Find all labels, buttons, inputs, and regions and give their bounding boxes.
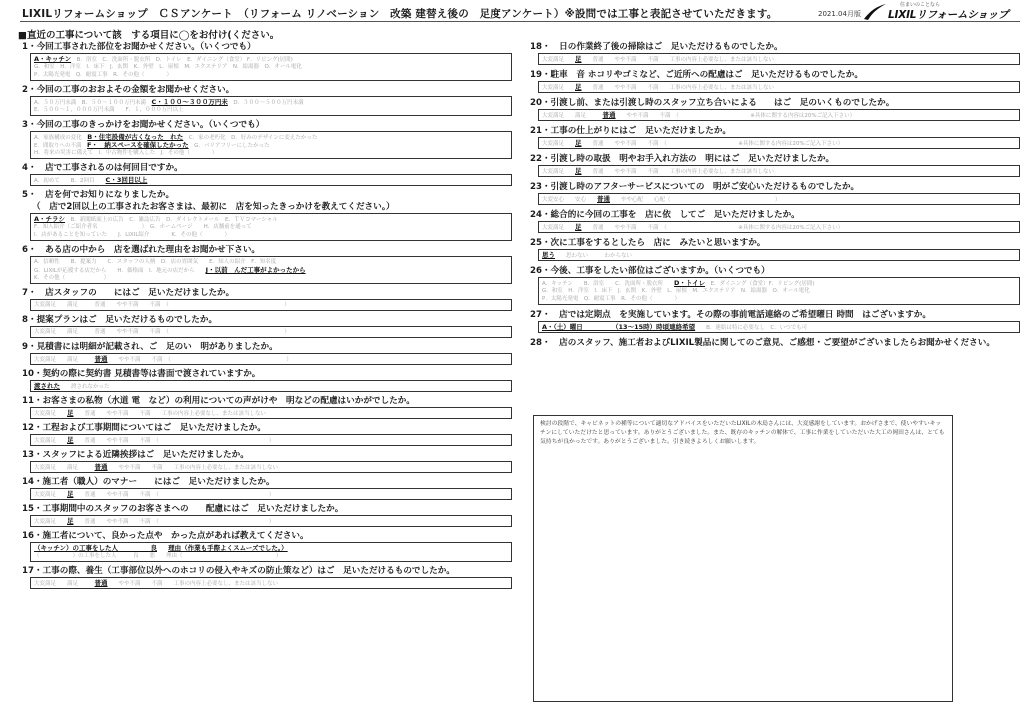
question-block [22,119,512,159]
question-label: 22・引渡し時の取扱 明やお手入れ方法の 明にはご 足いただけましたか。 [530,154,835,164]
question-sublabel: （ 店で2回以上の工事されたお客さまは、最初に 店を知ったきっかけを教えてください。） [32,202,395,212]
question-block [22,84,512,116]
question-label: 4・ 店で工事されるのは何回目ですか。 [22,163,183,173]
selected-option: C・１００〜３００万円未 [151,98,228,106]
question-label: 6・ ある店の中から 店を選ばれた理由をお聞かせ下さい。 [22,245,261,255]
option-text: 渡されなかった [60,384,110,390]
answer-box[interactable] [538,109,1020,121]
answer-line [34,382,508,390]
question-label: 21・工事の仕上がりにはご 足いただけましたか。 [530,126,732,136]
question-block [22,530,512,562]
option-text: A．５０万円未満 B．５０〜１００万円未満 [34,100,152,106]
selected-option: A・（土）曜日 （13〜15時）時頃連絡希望 [542,323,696,331]
selected-option: 理由（作業も手際よくスムーズでした。） [168,544,288,552]
option-text: B．浴室 C．洗面所・脱衣所 D．トイレ E．ダイニング（食堂） F．リビング(居間) [71,57,293,63]
answer-box[interactable] [538,221,1020,233]
question-label: 17・工事の際、養生（工事部位以外へのホコリの侵入やキズの防止策など）はご 足いただけるものでしたか。 [22,566,455,576]
answer-box[interactable] [30,213,512,241]
option-text: A．キッチン B．浴室 C．洗面所・脱衣所 [542,281,674,287]
answer-line [34,63,508,71]
selected-option: 普通 [597,195,611,203]
answer-box[interactable] [30,96,512,116]
answer-box[interactable] [538,81,1020,93]
answer-line [34,133,508,141]
option-text: G．バリアフリーにしたかった [188,143,270,149]
question-block [22,503,512,527]
question-label: 23・引渡し時のアフターサービスについての 明がご安心いただけるものでしたか。 [530,182,860,192]
answer-box[interactable] [30,380,512,392]
answer-line [34,98,508,106]
question-label: 8・提案プランはご 足いただけるものでしたか。 [22,315,218,325]
question-label: 3・今回の工事のきっかけをお聞かせください。（いくつでも） [22,120,265,130]
selected-option: A・キッチン [34,55,72,63]
option-text: 普通 やや不満 不満 （ ※具体に関する内容は20%ご記入下さい） [581,225,844,231]
brand-logo [862,1,1012,21]
answer-line [542,279,1016,287]
option-text: （ ）の工事をした人 良 悪 理由（ ） [34,553,282,559]
option-text: 大変満足 満足 普通 やや不満 不満 （ ） [34,329,290,335]
answer-box[interactable] [30,326,512,338]
answer-box[interactable] [30,434,512,446]
answer-line [34,223,508,231]
answer-line [34,301,508,309]
selected-option: 足 [67,517,74,525]
question-label: 25・次に工事をするとしたら 店に みたいと思いますか。 [530,238,766,248]
option-text: やや不満 不満 （ ※具体に関する内容は20%ご記入下さい） [615,113,856,119]
answer-box[interactable] [30,131,512,159]
option-text: E．間取りへの不満 [34,143,87,149]
answer-line [34,544,508,552]
option-text: 普通 やや不満 不満 工事の内容上必要なし、または該当しない [581,85,775,91]
answer-line [542,323,1016,331]
option-text: 大変満足 [34,411,68,417]
question-label: 20・引渡し前、または引渡し時のスタッフ立ち合いによる はご 足のいくものでしたか。 [530,98,895,108]
comment-box[interactable] [533,415,953,702]
right-question-column [530,41,1020,353]
answer-line [34,215,508,223]
question-label: 26・今後、工事をしたい部位はございますか。（いくつでも） [530,266,770,276]
option-text: A．家族構成の変化 [34,135,88,141]
question-block [22,41,512,81]
selected-option: 足 [67,436,74,444]
answer-box[interactable] [538,249,1020,261]
answer-box[interactable] [538,321,1020,333]
question-label: 2・今回の工事のおおよその金額をお聞かせください。 [22,85,235,95]
question-block [530,237,1020,261]
brand-name: LIXILリフォームショップ [888,9,1009,21]
selected-option: 思う [542,251,555,259]
answer-box[interactable] [538,137,1020,149]
answer-box[interactable] [538,165,1020,177]
selected-option: 足 [67,409,74,417]
option-text: G．LIXILが応援する店だから H．価格面 I．地元の店だから [34,268,206,274]
question-block [22,314,512,338]
question-label: 19・駐車 音 ホコリやゴミなど、ご近所への配慮はご 足いただけるものでしたか。 [530,70,863,80]
answer-line [34,231,508,239]
option-text: C．家の老朽化 D．好みのデザインに変えたかった [183,135,318,141]
question-label: 12・工程および工事期間についてはご 足いただけましたか。 [22,423,266,433]
selected-option: D・トイレ [674,279,706,287]
question-block [22,162,512,186]
left-question-column [22,41,512,592]
option-text: 普通 やや不満 不満 （ ） [73,492,275,498]
question-block [22,368,512,392]
option-text: やや不満 不満 工事の内容上必要なし、または該当しない [107,465,279,471]
question-block [530,265,1020,305]
option-text: 大変満足 [542,57,576,63]
selected-option: 足 [575,167,582,175]
question-block [22,341,512,365]
question-block [530,181,1020,205]
option-text: I．店があることを知っていた J．LIXIL紹介 K．その他（ ） [34,232,230,238]
answer-line [34,463,508,471]
option-text: 大変満足 [542,85,576,91]
option-text: B．連絡は特に必要なし C．いつでも可 [695,325,808,331]
answer-box[interactable] [30,174,512,186]
option-text: 大変満足 [34,519,68,525]
selected-option: 普通 [602,111,616,119]
option-text: 大変満足 [542,225,576,231]
option-text: 普通 やや不満 不満 （ ） [73,519,275,525]
answer-line [542,287,1016,295]
intro-instruction: ■直近の工事について該 する項目に◯をお付け(ください。 [18,30,280,41]
question-block [530,153,1020,177]
answer-box[interactable] [30,299,512,311]
answer-line [34,149,508,157]
question-label: 15・工事期間中のスタッフのお客さまへの 配慮にはご 足いただけましたか。 [22,504,344,514]
answer-line [34,409,508,417]
brand-tagline: 住まいのことなら [900,2,941,8]
option-text: 普通 やや不満 不満 工事の内容上必要なし、または該当しない [73,411,267,417]
option-text: 大変安心 安心 [542,197,598,203]
answer-line [542,139,1016,147]
answer-line [34,517,508,525]
option-text: 大変満足 [542,169,576,175]
option-text: 思わない わからない [555,253,633,259]
header-divider [20,21,1020,22]
answer-box[interactable] [538,277,1020,305]
answer-box[interactable] [30,515,512,527]
question-block [22,287,512,311]
question-label: 13・スタッフによる近隣挨拶はご 足いただけましたか。 [22,450,249,460]
selected-option: 普通 [94,579,108,587]
answer-line [34,328,508,336]
option-text: G．和室 H．洋室 I．床下 J．玄関 K．外壁 L．屋根 M．エクステリア N．給湯器 O．オール電化 [542,288,810,294]
question-label: 9・見積書には明細が記載され、ご 足のい 明がありましたか。 [22,342,278,352]
option-text: 普通 やや不満 不満 工事の内容上必要なし、または該当しない [581,169,775,175]
option-text: やや不満 不満 （ ） [107,357,292,363]
option-text: やや不満 不満 工事の内容上必要なし、または該当しない [107,581,279,587]
answer-line [34,266,508,274]
option-text: P．太陽光発電 Q．耐震工事 R．その他（ ） [542,296,680,302]
selected-option: 足 [575,139,582,147]
answer-box[interactable] [30,353,512,365]
question-block [530,209,1020,233]
question-block [530,125,1020,149]
option-text: A．信頼性 B．提案力 C．スタッフの人柄 D．店の雰囲気 E．知人の紹介 F．知名度 [34,259,277,265]
answer-line [34,274,508,282]
option-text: 普通 やや不満 不満 （ ） [73,438,275,444]
option-text: E．５００〜１，０００万円未満 F．１，０００万円以上 [34,107,184,113]
selected-option: 足 [575,223,582,231]
option-text: 大変満足 満足 [34,357,95,363]
option-text: K．その他（ ） [34,275,110,281]
answer-line [34,176,508,184]
answer-line [542,195,1016,203]
answer-line [542,251,1016,259]
question-block [22,395,512,419]
answer-box[interactable] [538,193,1020,205]
page-header [0,0,1024,22]
question-block [530,337,1020,349]
selected-option: F・ 納スペースを確保したかった [86,141,189,149]
option-text: 大変満足 [34,492,68,498]
selected-option: 足 [575,55,582,63]
answer-line [34,579,508,587]
question-block [22,189,512,241]
selected-option: C・3回目以上 [105,176,148,184]
question-label: 5・ 店を何でお知りになりましたか。 [22,190,175,200]
answer-line [34,490,508,498]
answer-box[interactable] [30,407,512,419]
selected-option: 足 [67,490,74,498]
comment-text: 検討の段階で、キャビネットの種等について適切なアドバイスをいただいたLIXILの木島さんには、大変感謝をしています。おかげさまで、使いやすいキッチンにしていただけたと思っています。ありがとうございました。また、既存のキッチンの解体で、工事に作業をしていただいた大工の岡田さんは、とても気持ちが良かったです。ありがとうございました。引き続きよろしくお願いします。 [540,421,945,445]
document-title: LIXILリフォームショップ ＣＳアンケート （リフォーム リノベーション 改築 建替え後の 足度アンケート）※設問では工事と表記させていただきます。 [22,8,778,20]
answer-line [34,106,508,114]
answer-line [542,83,1016,91]
question-block [22,565,512,589]
option-text: F．知人紹介（ご紹介者名 ） G．ホームページ H．店舗前を通って [34,224,252,230]
answer-box[interactable] [30,461,512,473]
option-text: 普通 やや不満 不満 工事の内容上必要なし、または該当しない [581,57,775,63]
selected-option: B・住宅設備が古くなった れた [87,133,184,141]
answer-line [542,55,1016,63]
question-label: 24・総合的に今回の工事を 店に依 してご 足いただけましたか。 [530,210,800,220]
answer-line [542,111,1016,119]
question-label: 27・ 店では定期点 を実施しています。その際の事前電話連絡のご希望曜日 時間 はございますか。 [530,310,931,320]
answer-line [34,55,508,63]
answer-line [34,355,508,363]
option-text: やや心配 心配（ ） [610,197,781,203]
option-text: E．ダイニング（食堂）F．リビング(居間) [705,281,815,287]
answer-line [542,295,1016,303]
selected-option: A・チラシ [34,215,66,223]
option-text: D．３００〜５００万円未満 [227,100,304,106]
option-text: A．初めて B．2回目 [34,178,106,184]
selected-option: J・以前 んだ工事がよかったから [205,266,306,274]
selected-option: 普通 [94,463,108,471]
question-block [530,69,1020,93]
document-date: 2021.04月版 [818,10,861,18]
question-label: 10・契約の際に契約書 見積書等は書面で渡されていますか。 [22,369,261,379]
answer-box[interactable] [30,53,512,81]
option-text: 普通 やや不満 不満 （ ※具体に関する内容は20%ご記入下さい） [581,141,844,147]
option-text: 大変満足 満足 [34,465,95,471]
answer-line [34,552,508,560]
question-block [530,97,1020,121]
option-text: 大変満足 満足 [34,581,95,587]
answer-line [34,258,508,266]
option-text: P．太陽光発電 Q．耐震工事 R．その他（ ） [34,72,172,78]
question-block [22,422,512,446]
swoosh-icon [862,3,888,21]
option-text: 大変満足 [34,438,68,444]
selected-option: 普通 [94,355,108,363]
option-text: G．和室 H．洋室 I．床下 J．玄関 K．外壁 L．屋根 M．エクステリア N．給湯器 O．オール電化 [34,64,302,70]
answer-box[interactable] [30,577,512,589]
answer-line [34,141,508,149]
question-block [22,476,512,500]
question-block [22,244,512,284]
option-text: 大変満足 満足 普通 やや不満 不満 （ ） [34,302,290,308]
question-label: 28・ 店のスタッフ、施工者およびLIXIL製品に関してのご意見、ご感想・ご要望がございましたらお聞かせください。 [530,338,995,348]
question-block [22,449,512,473]
selected-option: 渡された [34,382,60,390]
question-label: 16・施工者について、良かった点や かった点があれば教えてください。 [22,531,309,541]
answer-line [542,167,1016,175]
question-label: 18・ 日の作業終了後の掃除はご 足いただけるものでしたか。 [530,42,783,52]
answer-line [542,223,1016,231]
question-block [530,41,1020,65]
option-text: B．新聞紙面上の広告 C．雑誌広告 D．ダイレクトメール E．ＴＶコマーシャル [65,217,278,223]
answer-box[interactable] [30,256,512,284]
question-label: 14・施工者（職人）のマナー にはご 足いただけましたか。 [22,477,275,487]
question-label: 1・今回工事された部位をお聞かせください。（いくつでも） [22,42,256,52]
answer-box[interactable] [538,53,1020,65]
question-label: 7・ 店スタッフの にはご 足いただけましたか。 [22,288,235,298]
option-text: H．将来の災害に備えて I．中古物件を購入した J．その他（ ） [34,150,218,156]
selected-option: 足 [575,83,582,91]
option-text: 大変満足 [542,141,576,147]
option-text: 大変満足 満足 [542,113,603,119]
question-label: 11・お客さまの私物（水道 電 など）の利用についての声がけや 明などの配慮はいかがでしたか。 [22,396,415,406]
question-block [530,309,1020,333]
answer-line [34,436,508,444]
answer-line [34,71,508,79]
selected-option: （キッチン）の工事をした人 良 [34,544,158,552]
answer-box[interactable] [30,488,512,500]
answer-box[interactable] [30,542,512,562]
